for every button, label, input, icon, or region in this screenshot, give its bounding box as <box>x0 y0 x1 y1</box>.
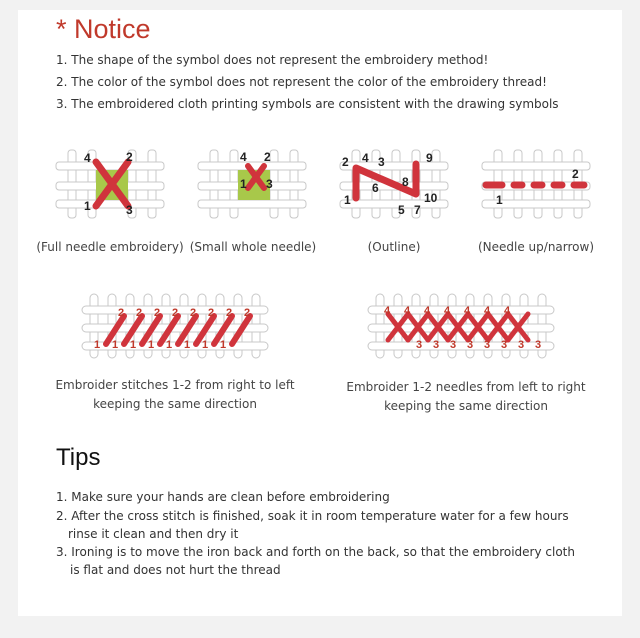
full-label-4: 4 <box>84 151 91 165</box>
outline-label-10: 10 <box>424 191 438 205</box>
right-to-left-caption: Embroider stitches 1-2 from right to left keeping the same direction <box>55 378 295 411</box>
notice-line-3: 3. The embroidered cloth printing symbols are consistent with the drawing symbols <box>56 97 559 111</box>
stitch-label-top: 2 <box>118 307 125 319</box>
left-to-right-diagram <box>366 292 556 360</box>
needle-up-caption: (Needle up/narrow) <box>477 240 595 254</box>
small-needle-diagram <box>196 148 308 220</box>
stitch-label-top: 4 <box>424 305 431 317</box>
full-label-3: 3 <box>126 203 133 217</box>
stitch-label-top: 4 <box>384 305 391 317</box>
outline-label-6: 6 <box>372 181 379 195</box>
outline-label-5: 5 <box>398 203 405 217</box>
tip-line-2: 2. After the cross stitch is finished, soak it in room temperature water for a few hours <box>56 509 569 523</box>
needle-label-1: 1 <box>496 193 503 207</box>
stitch-label-bottom: 3 <box>416 339 423 351</box>
outline-label-3: 3 <box>378 155 385 169</box>
stitch-label-top: 4 <box>464 305 471 317</box>
stitch-label-top: 2 <box>190 307 197 319</box>
outline-label-4: 4 <box>362 151 369 165</box>
stitch-label-bottom: 3 <box>450 339 457 351</box>
stitch-label-top: 2 <box>136 307 143 319</box>
small-label-3: 3 <box>266 177 273 191</box>
notice-title: * Notice <box>56 14 151 44</box>
stitch-label-bottom: 1 <box>94 339 101 351</box>
small-needle-caption: (Small whole needle) <box>189 240 317 254</box>
outline-label-1: 1 <box>344 193 351 207</box>
stitch-label-bottom: 1 <box>202 339 209 351</box>
full-label-2: 2 <box>126 150 133 164</box>
notice-line-1: 1. The shape of the symbol does not represent the embroidery method! <box>56 53 489 67</box>
outline-label-8: 8 <box>402 175 409 189</box>
tip-line-3: 3. Ironing is to move the iron back and forth on the back, so that the embroidery cloth <box>56 545 575 559</box>
stitch-label-bottom: 1 <box>112 339 119 351</box>
outline-label-2: 2 <box>342 155 349 169</box>
stitch-label-top: 2 <box>208 307 215 319</box>
full-label-1: 1 <box>84 199 91 213</box>
stitch-label-bottom: 3 <box>484 339 491 351</box>
stitch-label-top: 4 <box>484 305 491 317</box>
stitch-label-top: 4 <box>444 305 451 317</box>
stitch-label-bottom: 1 <box>184 339 191 351</box>
tip-line-2b: rinse it clean and then dry it <box>68 527 239 541</box>
stitch-label-bottom: 3 <box>518 339 525 351</box>
small-label-1: 1 <box>240 177 247 191</box>
stitch-label-top: 4 <box>504 305 511 317</box>
stitch-label-bottom: 3 <box>433 339 440 351</box>
needle-label-2: 2 <box>572 167 579 181</box>
outline-diagram <box>338 148 450 220</box>
outline-label-7: 7 <box>414 203 421 217</box>
stitch-label-bottom: 1 <box>166 339 173 351</box>
full-needle-diagram <box>54 148 166 220</box>
small-label-2: 2 <box>264 150 271 164</box>
stitch-label-top: 2 <box>172 307 179 319</box>
tips-title: Tips <box>56 444 101 471</box>
grid-row <box>368 342 554 350</box>
stitch-label-bottom: 1 <box>220 339 227 351</box>
left-to-right-caption: Embroider 1-2 needles from left to right keeping the same direction <box>346 380 586 413</box>
stitch-label-bottom: 3 <box>535 339 542 351</box>
outline-label-9: 9 <box>426 151 433 165</box>
stitch-label-bottom: 3 <box>467 339 474 351</box>
right-to-left-diagram <box>80 292 270 360</box>
stitch-label-bottom: 1 <box>148 339 155 351</box>
stitch-label-top: 2 <box>244 307 251 319</box>
outline-caption: (Outline) <box>367 240 421 254</box>
stitch-label-bottom: 3 <box>501 339 508 351</box>
stitch-label-top: 2 <box>154 307 161 319</box>
tip-line-1: 1. Make sure your hands are clean before embroidering <box>56 490 390 504</box>
small-label-4: 4 <box>240 150 247 164</box>
stitch-label-bottom: 1 <box>130 339 137 351</box>
needle-up-diagram <box>480 148 592 220</box>
notice-line-2: 2. The color of the symbol does not represent the color of the embroidery thread! <box>56 75 547 89</box>
stitch-label-top: 4 <box>404 305 411 317</box>
full-needle-caption: (Full needle embroidery) <box>36 240 184 254</box>
stitch-label-top: 2 <box>226 307 233 319</box>
tip-line-3b: is flat and does not hurt the thread <box>70 563 281 577</box>
